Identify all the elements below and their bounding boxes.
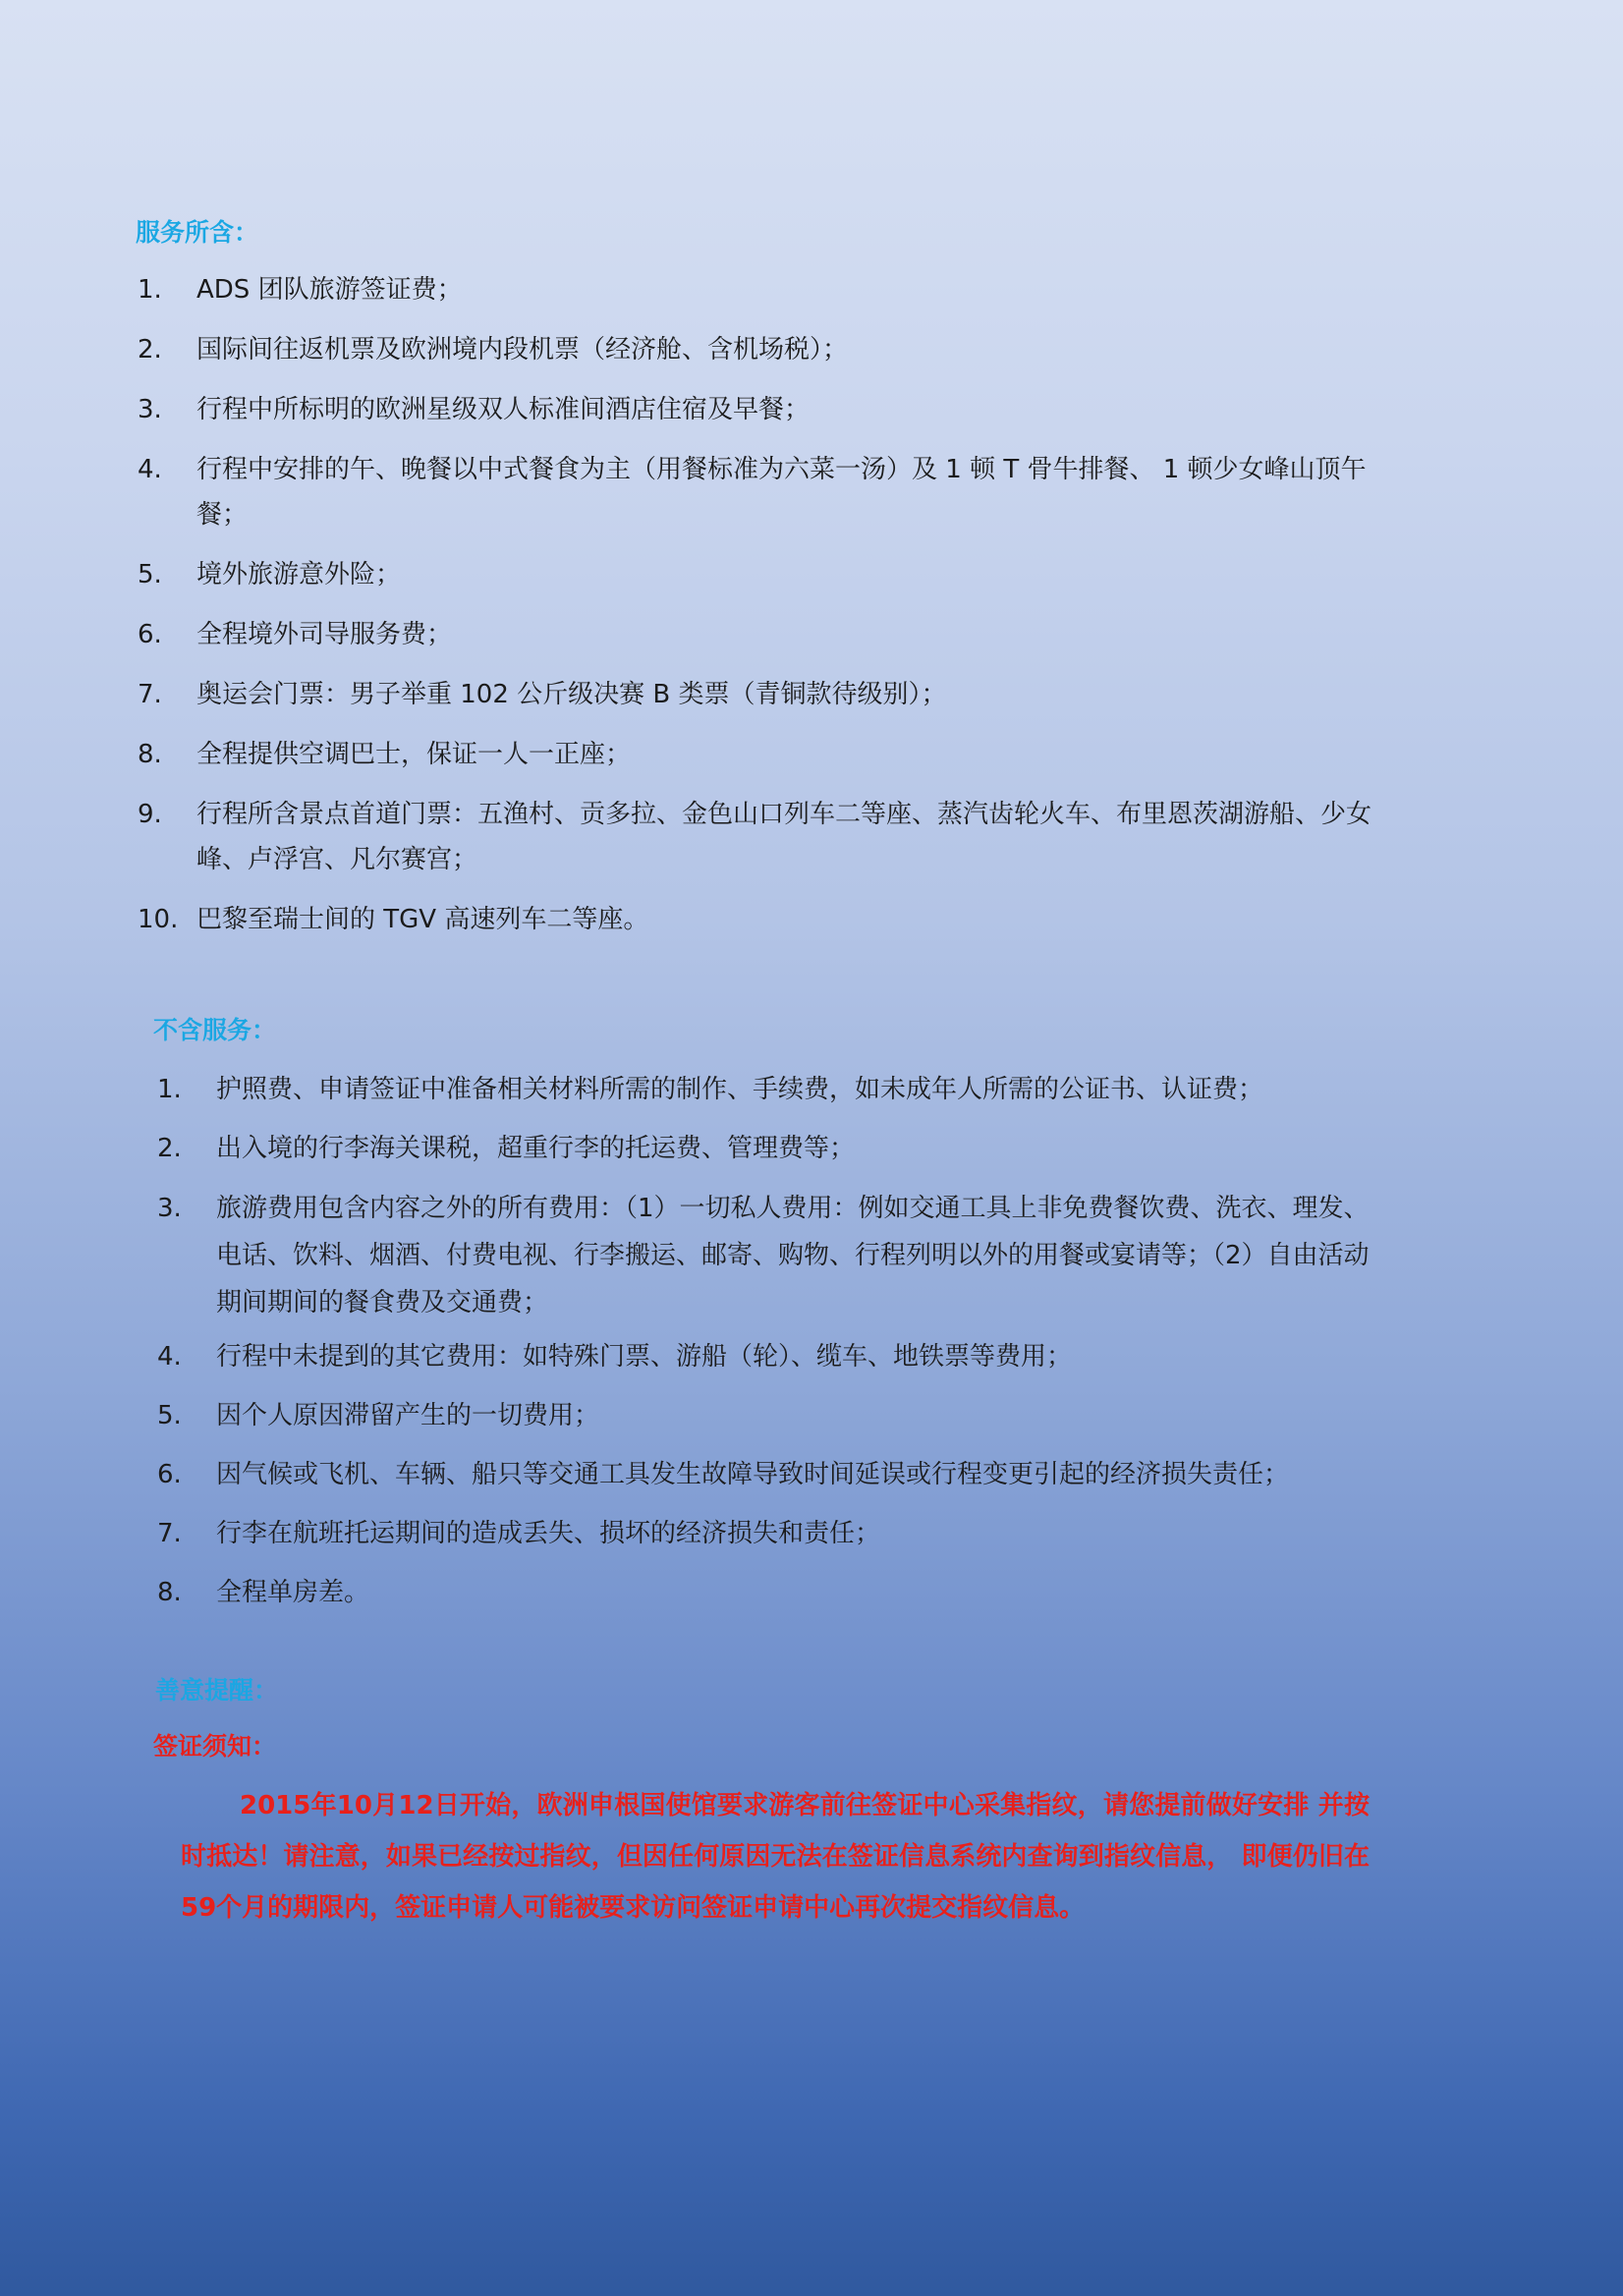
excluded-item: [157, 1067, 1385, 1112]
item-number: 3.: [138, 395, 162, 424]
included-item: [138, 267, 1405, 312]
item-number: 9.: [138, 800, 162, 829]
item-number: 7.: [138, 680, 162, 709]
included-item: [138, 612, 1405, 657]
included-heading: 服务所含：: [136, 218, 259, 247]
item-number: 5.: [138, 560, 162, 589]
item-text: 因气候或飞机、车辆、船只等交通工具发生故障导致时间延误或行程变更引起的经济损失责任；: [216, 1460, 1290, 1489]
item-number: 4.: [138, 455, 162, 484]
item-text: 全程境外司导服务费；: [196, 620, 453, 649]
item-number: 1.: [157, 1075, 182, 1104]
item-text: 行程中安排的午、晚餐以中式餐食为主（用餐标准为六菜一汤）及 1 顿 T 骨牛排餐、 1 顿少女峰山顶午餐；: [196, 455, 1367, 530]
included-item: [138, 387, 1405, 432]
excluded-item: [157, 1452, 1385, 1497]
item-text: 旅游费用包含内容之外的所有费用：（1）一切私人费用：例如交通工具上非免费餐饮费、洗衣、理发、电话、饮料、烟酒、付费电视、行李搬运、邮寄、购物、行程列明以外的用餐或宴请等；（2）自由活动期间期间的餐食费及交通费；: [216, 1194, 1370, 1317]
item-number: 4.: [157, 1342, 182, 1372]
item-text: ADS 团队旅游签证费；: [196, 275, 463, 305]
included-item: [138, 672, 1405, 717]
excluded-item: [157, 1126, 1385, 1171]
item-text: 行程所含景点首道门票：五渔村、贡多拉、金色山口列车二等座、蒸汽齿轮火车、布里恩茨湖游船、少女峰、卢浮宫、凡尔赛宫；: [196, 800, 1372, 874]
visa-notice-heading: 签证须知：: [153, 1732, 277, 1761]
item-text: 出入境的行李海关课税，超重行李的托运费、管理费等；: [216, 1134, 856, 1163]
visa-notice-text: 2015年10月12日开始，欧洲申根国使馆要求游客前往签证中心采集指纹，请您提前做好安排 并按时抵达！请注意，如果已经按过指纹，但因任何原因无法在签证信息系统内查询到指纹信息， 即便仍旧在59个月的期限内，签证申请人可能被要求访问签证申请中心再次提交指纹信息。: [181, 1791, 1370, 1923]
included-list: [138, 267, 1405, 957]
item-text: 境外旅游意外险；: [196, 560, 402, 589]
included-item: [138, 552, 1405, 597]
item-number: 3.: [157, 1194, 182, 1223]
item-text: 行李在航班托运期间的造成丢失、损坏的经济损失和责任；: [216, 1519, 881, 1548]
excluded-list: [157, 1067, 1385, 1629]
item-text: 全程单房差。: [216, 1578, 370, 1607]
excluded-item: [157, 1570, 1385, 1615]
item-number: 6.: [138, 620, 162, 649]
item-text: 国际间往返机票及欧洲境内段机票（经济舱、含机场税）；: [196, 335, 849, 364]
excluded-item: [157, 1334, 1385, 1379]
item-number: 10.: [138, 905, 179, 934]
item-number: 6.: [157, 1460, 182, 1489]
included-item: [138, 447, 1405, 537]
item-number: 7.: [157, 1519, 182, 1548]
item-text: 行程中未提到的其它费用：如特殊门票、游船（轮）、缆车、地铁票等费用；: [216, 1342, 1073, 1372]
item-text: 行程中所标明的欧洲星级双人标准间酒店住宿及早餐；: [196, 395, 811, 424]
included-item: [138, 792, 1405, 882]
item-number: 2.: [157, 1134, 182, 1163]
item-text: 护照费、申请签证中准备相关材料所需的制作、手续费，如未成年人所需的公证书、认证费；: [216, 1075, 1264, 1104]
reminder-heading: 善意提醒：: [155, 1676, 279, 1705]
item-text: 因个人原因滞留产生的一切费用；: [216, 1401, 600, 1430]
item-text: 奥运会门票：男子举重 102 公斤级决赛 B 类票（青铜款待级别）；: [196, 680, 947, 709]
item-number: 5.: [157, 1401, 182, 1430]
item-number: 8.: [138, 740, 162, 769]
item-number: 8.: [157, 1578, 182, 1607]
excluded-heading: 不含服务：: [153, 1016, 277, 1044]
item-text: 巴黎至瑞士间的 TGV 高速列车二等座。: [196, 905, 649, 934]
included-item: [138, 732, 1405, 777]
excluded-item: [157, 1511, 1385, 1556]
item-text: 全程提供空调巴士，保证一人一正座；: [196, 740, 632, 769]
included-item: [138, 897, 1405, 942]
item-number: 1.: [138, 275, 162, 305]
excluded-item: [157, 1393, 1385, 1438]
excluded-item: [157, 1185, 1385, 1326]
included-item: [138, 327, 1405, 372]
item-number: 2.: [138, 335, 162, 364]
